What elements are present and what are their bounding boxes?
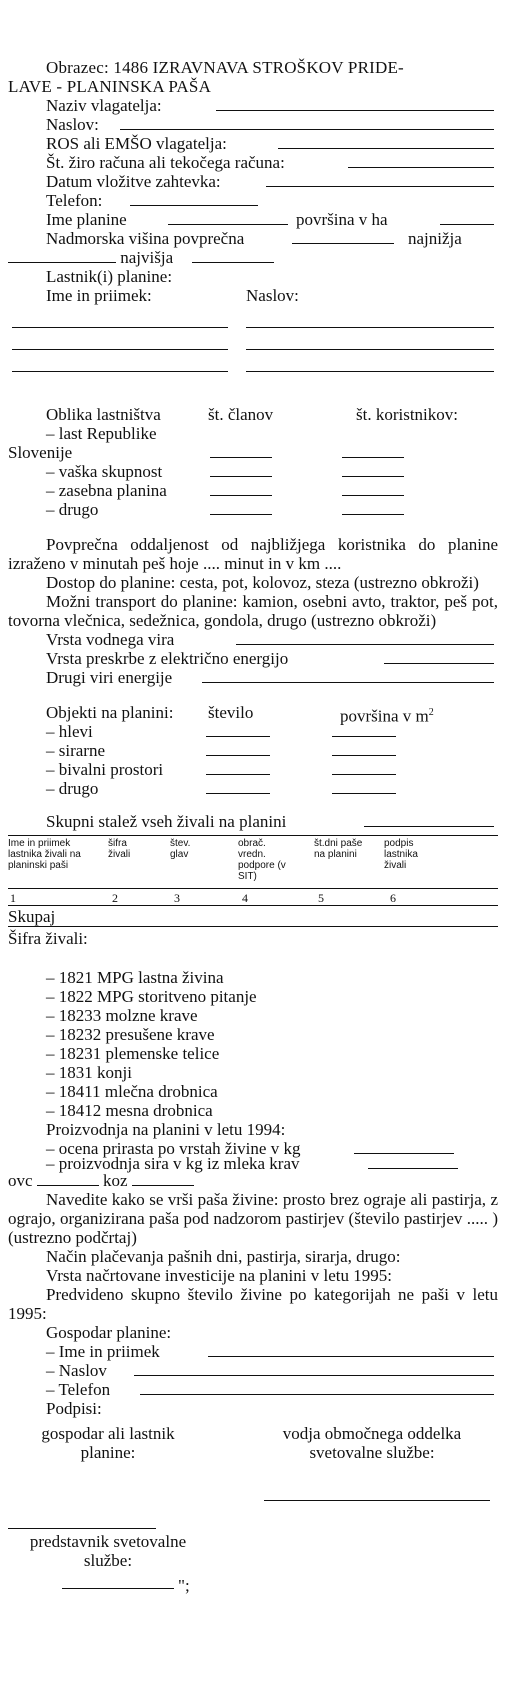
- altitude-min-label: najnižja: [408, 229, 462, 248]
- total-row-label: Skupaj: [8, 907, 56, 926]
- submit-date-field[interactable]: [266, 172, 494, 187]
- phone-label: Telefon:: [46, 191, 103, 210]
- area-field[interactable]: [332, 760, 396, 775]
- form-title-line-2: LAVE - PLANINSKA PAŠA: [8, 77, 212, 96]
- col-animal-code: šifra živali: [108, 838, 131, 860]
- payment-method-label: Način plačevanja pašnih dni, pastirja, sirarja, drugo:: [46, 1247, 401, 1266]
- users-header: št. koristnikov:: [356, 405, 459, 424]
- col-head-count: štev. glav: [170, 838, 191, 860]
- electricity-field[interactable]: [384, 649, 494, 664]
- col-grazing-days: št.dni paše na planini: [314, 838, 363, 860]
- pasture-name-field[interactable]: [168, 210, 288, 225]
- area-field[interactable]: [332, 741, 396, 756]
- count-header: število: [208, 703, 254, 722]
- grazing-method-paragraph: Navedite kako se vrši paša živine: prosto brez ograje ali pastirja, z ograjo, organizirana paša pod nadzorom pastirjev (število pastirjev ..... ) (ustrezno podčrtaj): [8, 1190, 498, 1247]
- animal-code-item: – 1821 MPG lastna živina: [46, 968, 224, 987]
- manager-address-field[interactable]: [134, 1361, 494, 1376]
- ownership-row-slovenia: Slovenije: [8, 443, 73, 462]
- column-number: 1: [10, 891, 16, 905]
- animal-code-item: – 1822 MPG storitveno pitanje: [46, 987, 257, 1006]
- ownership-row-republic: – last Republike: [46, 424, 157, 443]
- livestock-table-header: [8, 836, 498, 888]
- column-number: 2: [112, 891, 118, 905]
- col-owner-signature: podpis lastnika živali: [384, 838, 418, 871]
- rep-signature-caption-line-2: službe:: [83, 1551, 133, 1570]
- altitude-min-field[interactable]: [8, 248, 116, 263]
- altitude-avg-field[interactable]: [292, 229, 394, 244]
- head-signature-caption-line-2: svetovalne službe:: [309, 1443, 435, 1462]
- livestock-table-title: Skupni stalež vseh živali na planini: [46, 812, 287, 831]
- column-number: 5: [318, 891, 324, 905]
- account-label: Št. žiro računa ali tekočega računa:: [46, 153, 285, 172]
- column-number: 6: [390, 891, 396, 905]
- ownership-row-other: – drugo: [46, 500, 99, 519]
- users-field[interactable]: [342, 462, 404, 477]
- owner-name-label: Ime in priimek:: [46, 286, 152, 305]
- submit-date-label: Datum vložitve zahtevka:: [46, 172, 221, 191]
- rep-signature-caption-line-1: predstavnik svetovalne: [29, 1532, 187, 1551]
- objects-label: Objekti na planini:: [46, 703, 174, 722]
- closing-quote: ";: [178, 1576, 190, 1595]
- growth-field[interactable]: [354, 1139, 454, 1154]
- owner-signature-caption-line-2: planine:: [80, 1443, 136, 1462]
- col-support-value: obrač. vredn. podpore (v SIT): [238, 838, 286, 882]
- object-row-other: – drugo: [46, 779, 99, 798]
- head-signature-field[interactable]: [264, 1486, 490, 1501]
- users-field[interactable]: [342, 443, 404, 458]
- applicant-ros-label: ROS ali EMŠO vlagatelja:: [46, 134, 227, 153]
- applicant-address-field[interactable]: [120, 115, 494, 130]
- cheese-sheep-field[interactable]: [37, 1171, 99, 1186]
- production-label: Proizvodnja na planini v letu 1994:: [46, 1120, 286, 1139]
- altitude-avg-label: Nadmorska višina povprečna: [46, 229, 245, 248]
- energy-label: Drugi viri energije: [46, 668, 173, 687]
- expected-livestock-paragraph: Predvideno skupno število živine po kategorijah ne paši v letu 1995:: [8, 1285, 498, 1323]
- members-field[interactable]: [210, 500, 272, 515]
- users-field[interactable]: [342, 500, 404, 515]
- head-signature-caption-line-1: vodja območnega oddelka: [282, 1424, 462, 1443]
- members-field[interactable]: [210, 481, 272, 496]
- area-field[interactable]: [332, 779, 396, 794]
- animal-code-item: – 18411 mlečna drobnica: [46, 1082, 218, 1101]
- animal-codes-label: Šifra živali:: [8, 929, 88, 948]
- electricity-label: Vrsta preskrbe z električno energijo: [46, 649, 289, 668]
- road-paragraph: Dostop do planine: cesta, pot, kolovoz, steza (ustrezno obkroži): [46, 573, 479, 592]
- area-unit-superscript: 2: [428, 707, 434, 718]
- animal-code-item: – 1831 konji: [46, 1063, 132, 1082]
- users-field[interactable]: [342, 481, 404, 496]
- animal-code-item: – 18233 molzne krave: [46, 1006, 198, 1025]
- column-number: 3: [174, 891, 180, 905]
- manager-name-label: – Ime in priimek: [46, 1342, 160, 1361]
- ownership-row-village: – vaška skupnost: [46, 462, 163, 481]
- transport-paragraph: Možni transport do planine: kamion, osebni avto, traktor, peš pot, tovorna vlečnica, sedežnica, gondola, drugo (ustrezno obkroži): [8, 592, 498, 630]
- water-field[interactable]: [236, 630, 494, 645]
- animal-code-item: – 18231 plemenske telice: [46, 1044, 220, 1063]
- pasture-area-field[interactable]: [440, 210, 494, 225]
- owner-address-field[interactable]: [246, 357, 494, 372]
- distance-paragraph: Povprečna oddaljenost od najbližjega koristnika do planine izraženo v minutah peš hoje .... minut in v km ....: [8, 535, 498, 573]
- owner-signature-caption-line-1: gospodar ali lastnik: [41, 1424, 175, 1443]
- owner-address-field[interactable]: [246, 335, 494, 350]
- owner-name-field[interactable]: [12, 357, 228, 372]
- object-row-stables: – hlevi: [46, 722, 93, 741]
- manager-phone-field[interactable]: [140, 1380, 494, 1395]
- area-header: površina v m: [340, 706, 429, 726]
- owner-address-label: Naslov:: [246, 286, 299, 305]
- livestock-total-field[interactable]: [364, 812, 494, 827]
- energy-field[interactable]: [202, 668, 494, 683]
- ownership-row-private: – zasebna planina: [46, 481, 167, 500]
- rep-signature-field[interactable]: [62, 1574, 174, 1589]
- pasture-area-label: površina v ha: [296, 210, 388, 229]
- applicant-ros-field[interactable]: [278, 134, 494, 149]
- investment-label: Vrsta načrtovane investicije na planini v letu 1995:: [46, 1266, 392, 1285]
- applicant-name-field[interactable]: [216, 96, 494, 111]
- rep-signature-caption: [8, 1532, 208, 1570]
- head-signature-caption: [248, 1424, 496, 1462]
- members-field[interactable]: [210, 443, 272, 458]
- area-field[interactable]: [332, 722, 396, 737]
- pasture-name-label: Ime planine: [46, 210, 127, 229]
- applicant-name-label: Naziv vlagatelja:: [46, 96, 162, 115]
- manager-name-field[interactable]: [208, 1342, 494, 1357]
- col-owner-name: Ime in priimek lastnika živali na planinski paši: [8, 838, 81, 871]
- owner-address-field[interactable]: [246, 313, 494, 328]
- members-field[interactable]: [210, 462, 272, 477]
- animal-code-item: – 18412 mesna drobnica: [46, 1101, 213, 1120]
- signatures-label: Podpisi:: [46, 1399, 102, 1418]
- owners-label: Lastnik(i) planine:: [46, 267, 173, 286]
- growth-label: – ocena prirasta po vrstah živine v kg: [46, 1139, 301, 1158]
- altitude-max-field[interactable]: [192, 248, 274, 263]
- sheep-label: ovc: [8, 1171, 33, 1190]
- cheese-goat-field[interactable]: [132, 1171, 194, 1186]
- owner-signature-caption: [8, 1424, 208, 1462]
- ownership-label: Oblika lastništva: [46, 405, 161, 424]
- owner-name-field[interactable]: [12, 335, 228, 350]
- owner-signature-field[interactable]: [8, 1514, 156, 1529]
- count-field[interactable]: [206, 741, 270, 756]
- manager-label: Gospodar planine:: [46, 1323, 172, 1342]
- phone-field[interactable]: [130, 191, 258, 206]
- manager-address-label: – Naslov: [46, 1361, 107, 1380]
- goat-label: koz: [103, 1171, 128, 1190]
- object-row-dairies: – sirarne: [46, 741, 106, 760]
- owner-name-field[interactable]: [12, 313, 228, 328]
- applicant-address-label: Naslov:: [46, 115, 99, 134]
- manager-phone-label: – Telefon: [46, 1380, 111, 1399]
- count-field[interactable]: [206, 722, 270, 737]
- cheese-label: – proizvodnja sira v kg iz mleka krav: [46, 1154, 300, 1173]
- account-field[interactable]: [348, 153, 494, 168]
- animal-code-item: – 18232 presušene krave: [46, 1025, 215, 1044]
- column-numbers-row: [8, 889, 498, 905]
- form-title-line-1: Obrazec: 1486 IZRAVNAVA STROŠKOV PRIDE-: [46, 58, 404, 77]
- members-header: št. članov: [208, 405, 274, 424]
- signature-block: [8, 1424, 498, 1594]
- count-field[interactable]: [206, 779, 270, 794]
- count-field[interactable]: [206, 760, 270, 775]
- object-row-living: – bivalni prostori: [46, 760, 164, 779]
- water-label: Vrsta vodnega vira: [46, 630, 175, 649]
- column-number: 4: [242, 891, 248, 905]
- altitude-max-label: najvišja: [120, 248, 174, 267]
- subsidy-form: [8, 58, 498, 1594]
- cheese-cow-field[interactable]: [368, 1154, 458, 1169]
